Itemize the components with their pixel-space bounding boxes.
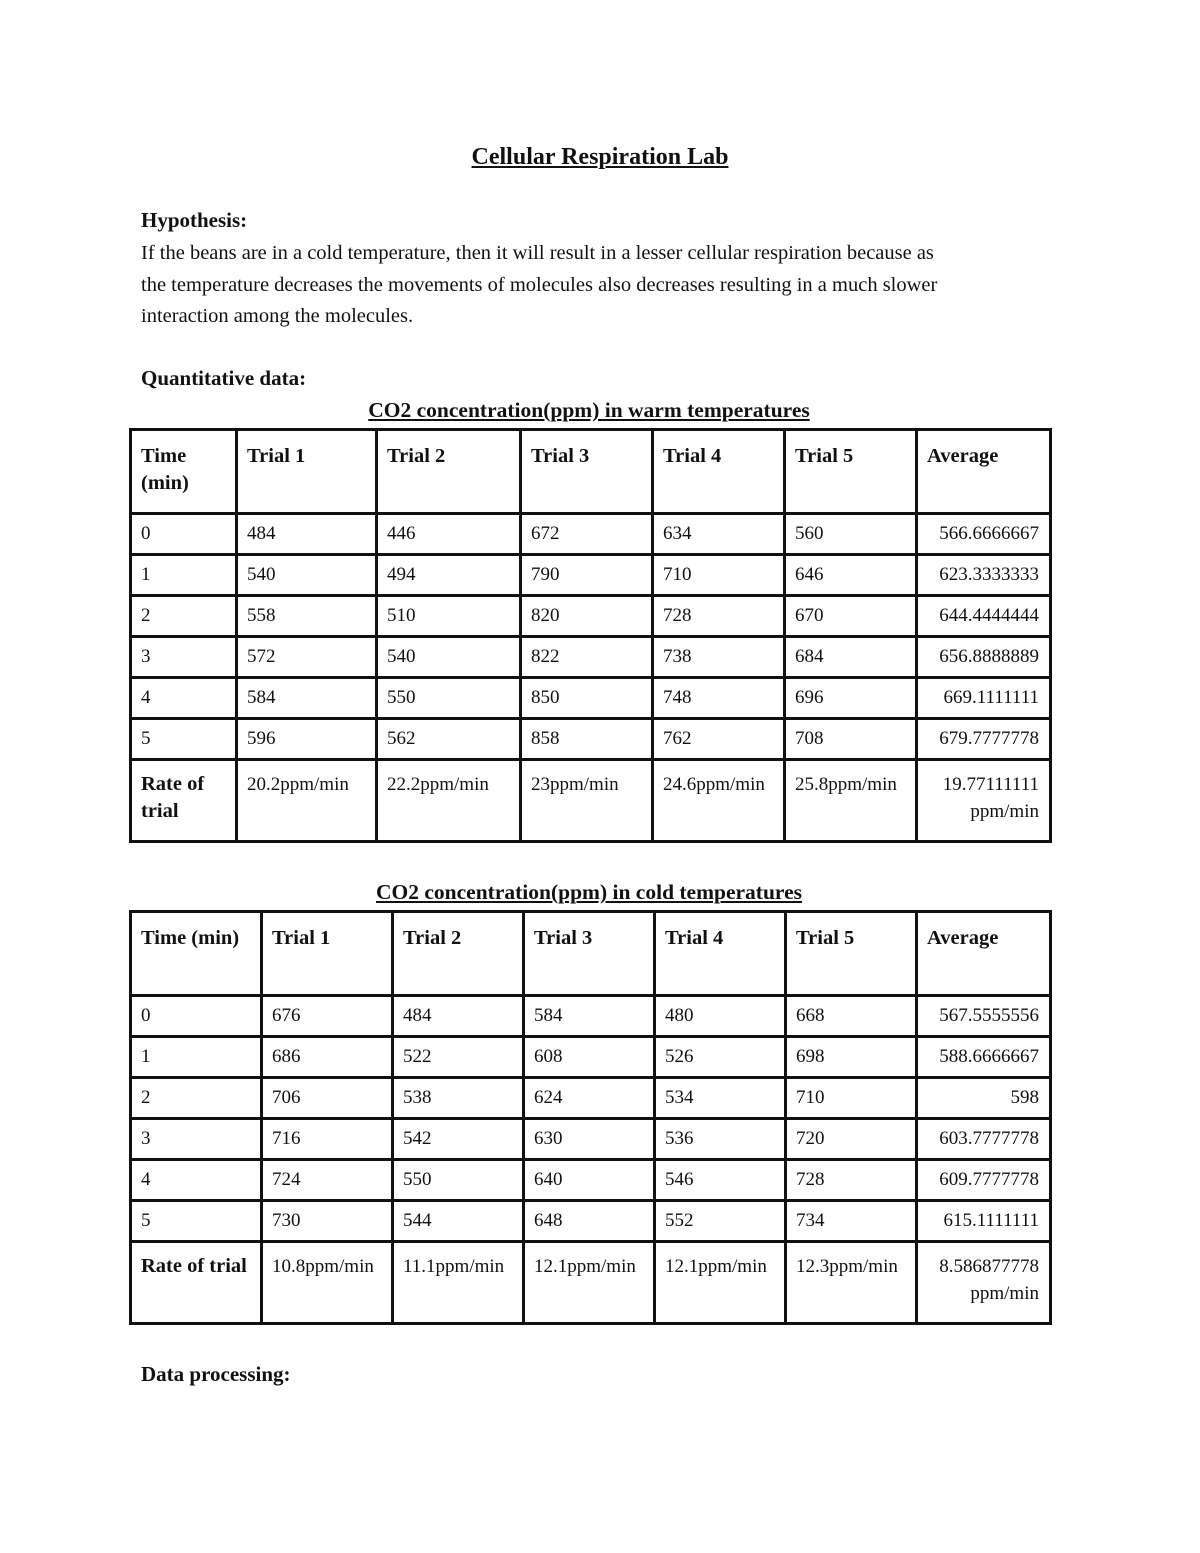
table-cell: 526	[655, 1037, 786, 1078]
table-cell: 706	[262, 1078, 393, 1119]
table-row	[131, 1119, 1051, 1160]
table-cell: 584	[237, 678, 377, 719]
table-row	[131, 637, 1051, 678]
table-cell: 540	[377, 637, 521, 678]
column-header: Time (min)	[131, 430, 237, 514]
table-cell: 738	[653, 637, 785, 678]
table-cell: 728	[653, 596, 785, 637]
table-cell: 562	[377, 719, 521, 760]
table-cell: 566.6666667	[917, 514, 1051, 555]
hypothesis-line: the temperature decreases the movements of molecules also decreases resulting in a much slower	[141, 273, 938, 296]
table-cell: 668	[786, 996, 917, 1037]
rate-of-trial-row	[131, 1242, 1051, 1324]
table-cell: 608	[524, 1037, 655, 1078]
table-cell: 5	[131, 1201, 262, 1242]
table-cell: 538	[393, 1078, 524, 1119]
table-row	[131, 996, 1051, 1037]
column-header: Trial 2	[393, 912, 524, 996]
table-cell: 20.2ppm/min	[237, 760, 377, 842]
table-cell: 12.3ppm/min	[786, 1242, 917, 1324]
table-cell: 730	[262, 1201, 393, 1242]
table-cell: Rate of trial	[131, 1242, 262, 1324]
table-cell: 4	[131, 1160, 262, 1201]
table-cell: 2	[131, 1078, 262, 1119]
table-cell: 584	[524, 996, 655, 1037]
table-cell: 648	[524, 1201, 655, 1242]
table-cell: 790	[521, 555, 653, 596]
table-cell: 644.4444444	[917, 596, 1051, 637]
column-header: Trial 1	[262, 912, 393, 996]
column-header: Trial 5	[785, 430, 917, 514]
table-cell: 596	[237, 719, 377, 760]
table-cell: 669.1111111	[917, 678, 1051, 719]
table-cell: 22.2ppm/min	[377, 760, 521, 842]
page-title: Cellular Respiration Lab	[471, 144, 729, 170]
table-cell: 536	[655, 1119, 786, 1160]
table-cell: 686	[262, 1037, 393, 1078]
table-cell: 23ppm/min	[521, 760, 653, 842]
table-cell: 522	[393, 1037, 524, 1078]
hypothesis-label: Hypothesis:	[141, 208, 248, 232]
table-cell: 734	[786, 1201, 917, 1242]
column-header: Trial 5	[786, 912, 917, 996]
column-header: Average	[917, 912, 1051, 996]
table-cell: 540	[237, 555, 377, 596]
table-cell: 710	[653, 555, 785, 596]
table-cell: 2	[131, 596, 237, 637]
table-cell: 550	[393, 1160, 524, 1201]
table-cell: 624	[524, 1078, 655, 1119]
table-cell: 850	[521, 678, 653, 719]
warm-table-title: CO2 concentration(ppm) in warm temperatures	[368, 398, 810, 422]
table-cell: 615.1111111	[917, 1201, 1051, 1242]
table-row	[131, 1078, 1051, 1119]
column-header: Trial 3	[524, 912, 655, 996]
table-cell: 588.6666667	[917, 1037, 1051, 1078]
table-cell: 820	[521, 596, 653, 637]
table-cell: 11.1ppm/min	[393, 1242, 524, 1324]
table-cell: Rate of trial	[131, 760, 237, 842]
column-header: Trial 3	[521, 430, 653, 514]
table-cell: 1	[131, 555, 237, 596]
table-cell: 3	[131, 1119, 262, 1160]
hypothesis-text	[141, 238, 1071, 333]
table-cell: 598	[917, 1078, 1051, 1119]
table-cell: 19.77111111 ppm/min	[917, 760, 1051, 842]
table-cell: 684	[785, 637, 917, 678]
table-cell: 12.1ppm/min	[655, 1242, 786, 1324]
table-cell: 630	[524, 1119, 655, 1160]
table-cell: 858	[521, 719, 653, 760]
table-cell: 670	[785, 596, 917, 637]
table-cell: 603.7777778	[917, 1119, 1051, 1160]
table-cell: 446	[377, 514, 521, 555]
table-cell: 494	[377, 555, 521, 596]
table-row	[131, 514, 1051, 555]
table-row	[131, 596, 1051, 637]
column-header: Trial 2	[377, 430, 521, 514]
table-cell: 5	[131, 719, 237, 760]
table-cell: 716	[262, 1119, 393, 1160]
table-cell: 708	[785, 719, 917, 760]
table-cell: 0	[131, 514, 237, 555]
table-row	[131, 1201, 1051, 1242]
table-cell: 12.1ppm/min	[524, 1242, 655, 1324]
table-cell: 676	[262, 996, 393, 1037]
table-cell: 672	[521, 514, 653, 555]
table-cell: 560	[785, 514, 917, 555]
cold-temperature-table	[129, 910, 1052, 1325]
rate-of-trial-row	[131, 760, 1051, 842]
table-cell: 25.8ppm/min	[785, 760, 917, 842]
table-row	[131, 1037, 1051, 1078]
table-cell: 710	[786, 1078, 917, 1119]
table-cell: 656.8888889	[917, 637, 1051, 678]
table-cell: 724	[262, 1160, 393, 1201]
table-row	[131, 1160, 1051, 1201]
cold-table-title: CO2 concentration(ppm) in cold temperatures	[376, 880, 802, 904]
table-cell: 720	[786, 1119, 917, 1160]
table-cell: 558	[237, 596, 377, 637]
data-processing-label: Data processing:	[141, 1362, 291, 1386]
table-cell: 8.586877778 ppm/min	[917, 1242, 1051, 1324]
table-cell: 728	[786, 1160, 917, 1201]
table-cell: 546	[655, 1160, 786, 1201]
table-cell: 696	[785, 678, 917, 719]
column-header: Trial 1	[237, 430, 377, 514]
table-cell: 1	[131, 1037, 262, 1078]
table-cell: 679.7777778	[917, 719, 1051, 760]
table-cell: 534	[655, 1078, 786, 1119]
table-cell: 748	[653, 678, 785, 719]
quantitative-data-label: Quantitative data:	[141, 366, 307, 390]
table-cell: 567.5555556	[917, 996, 1051, 1037]
table-cell: 698	[786, 1037, 917, 1078]
hypothesis-line: If the beans are in a cold temperature, then it will result in a lesser cellular respiration because as	[141, 242, 934, 264]
table-cell: 822	[521, 637, 653, 678]
table-cell: 623.3333333	[917, 555, 1051, 596]
table-cell: 762	[653, 719, 785, 760]
table-header-row	[131, 912, 1051, 996]
table-cell: 3	[131, 637, 237, 678]
table-cell: 10.8ppm/min	[262, 1242, 393, 1324]
table-cell: 24.6ppm/min	[653, 760, 785, 842]
column-header: Trial 4	[655, 912, 786, 996]
table-cell: 484	[393, 996, 524, 1037]
warm-temperature-table	[129, 428, 1052, 843]
table-cell: 4	[131, 678, 237, 719]
table-cell: 646	[785, 555, 917, 596]
hypothesis-line: interaction among the molecules.	[141, 305, 414, 327]
table-row	[131, 719, 1051, 760]
table-cell: 510	[377, 596, 521, 637]
table-cell: 550	[377, 678, 521, 719]
table-cell: 609.7777778	[917, 1160, 1051, 1201]
table-cell: 480	[655, 996, 786, 1037]
table-cell: 0	[131, 996, 262, 1037]
column-header: Trial 4	[653, 430, 785, 514]
table-cell: 634	[653, 514, 785, 555]
table-row	[131, 678, 1051, 719]
table-cell: 544	[393, 1201, 524, 1242]
table-cell: 542	[393, 1119, 524, 1160]
table-cell: 484	[237, 514, 377, 555]
table-header-row	[131, 430, 1051, 514]
table-cell: 640	[524, 1160, 655, 1201]
column-header: Time (min)	[131, 912, 262, 996]
column-header: Average	[917, 430, 1051, 514]
table-cell: 552	[655, 1201, 786, 1242]
table-row	[131, 555, 1051, 596]
table-cell: 572	[237, 637, 377, 678]
